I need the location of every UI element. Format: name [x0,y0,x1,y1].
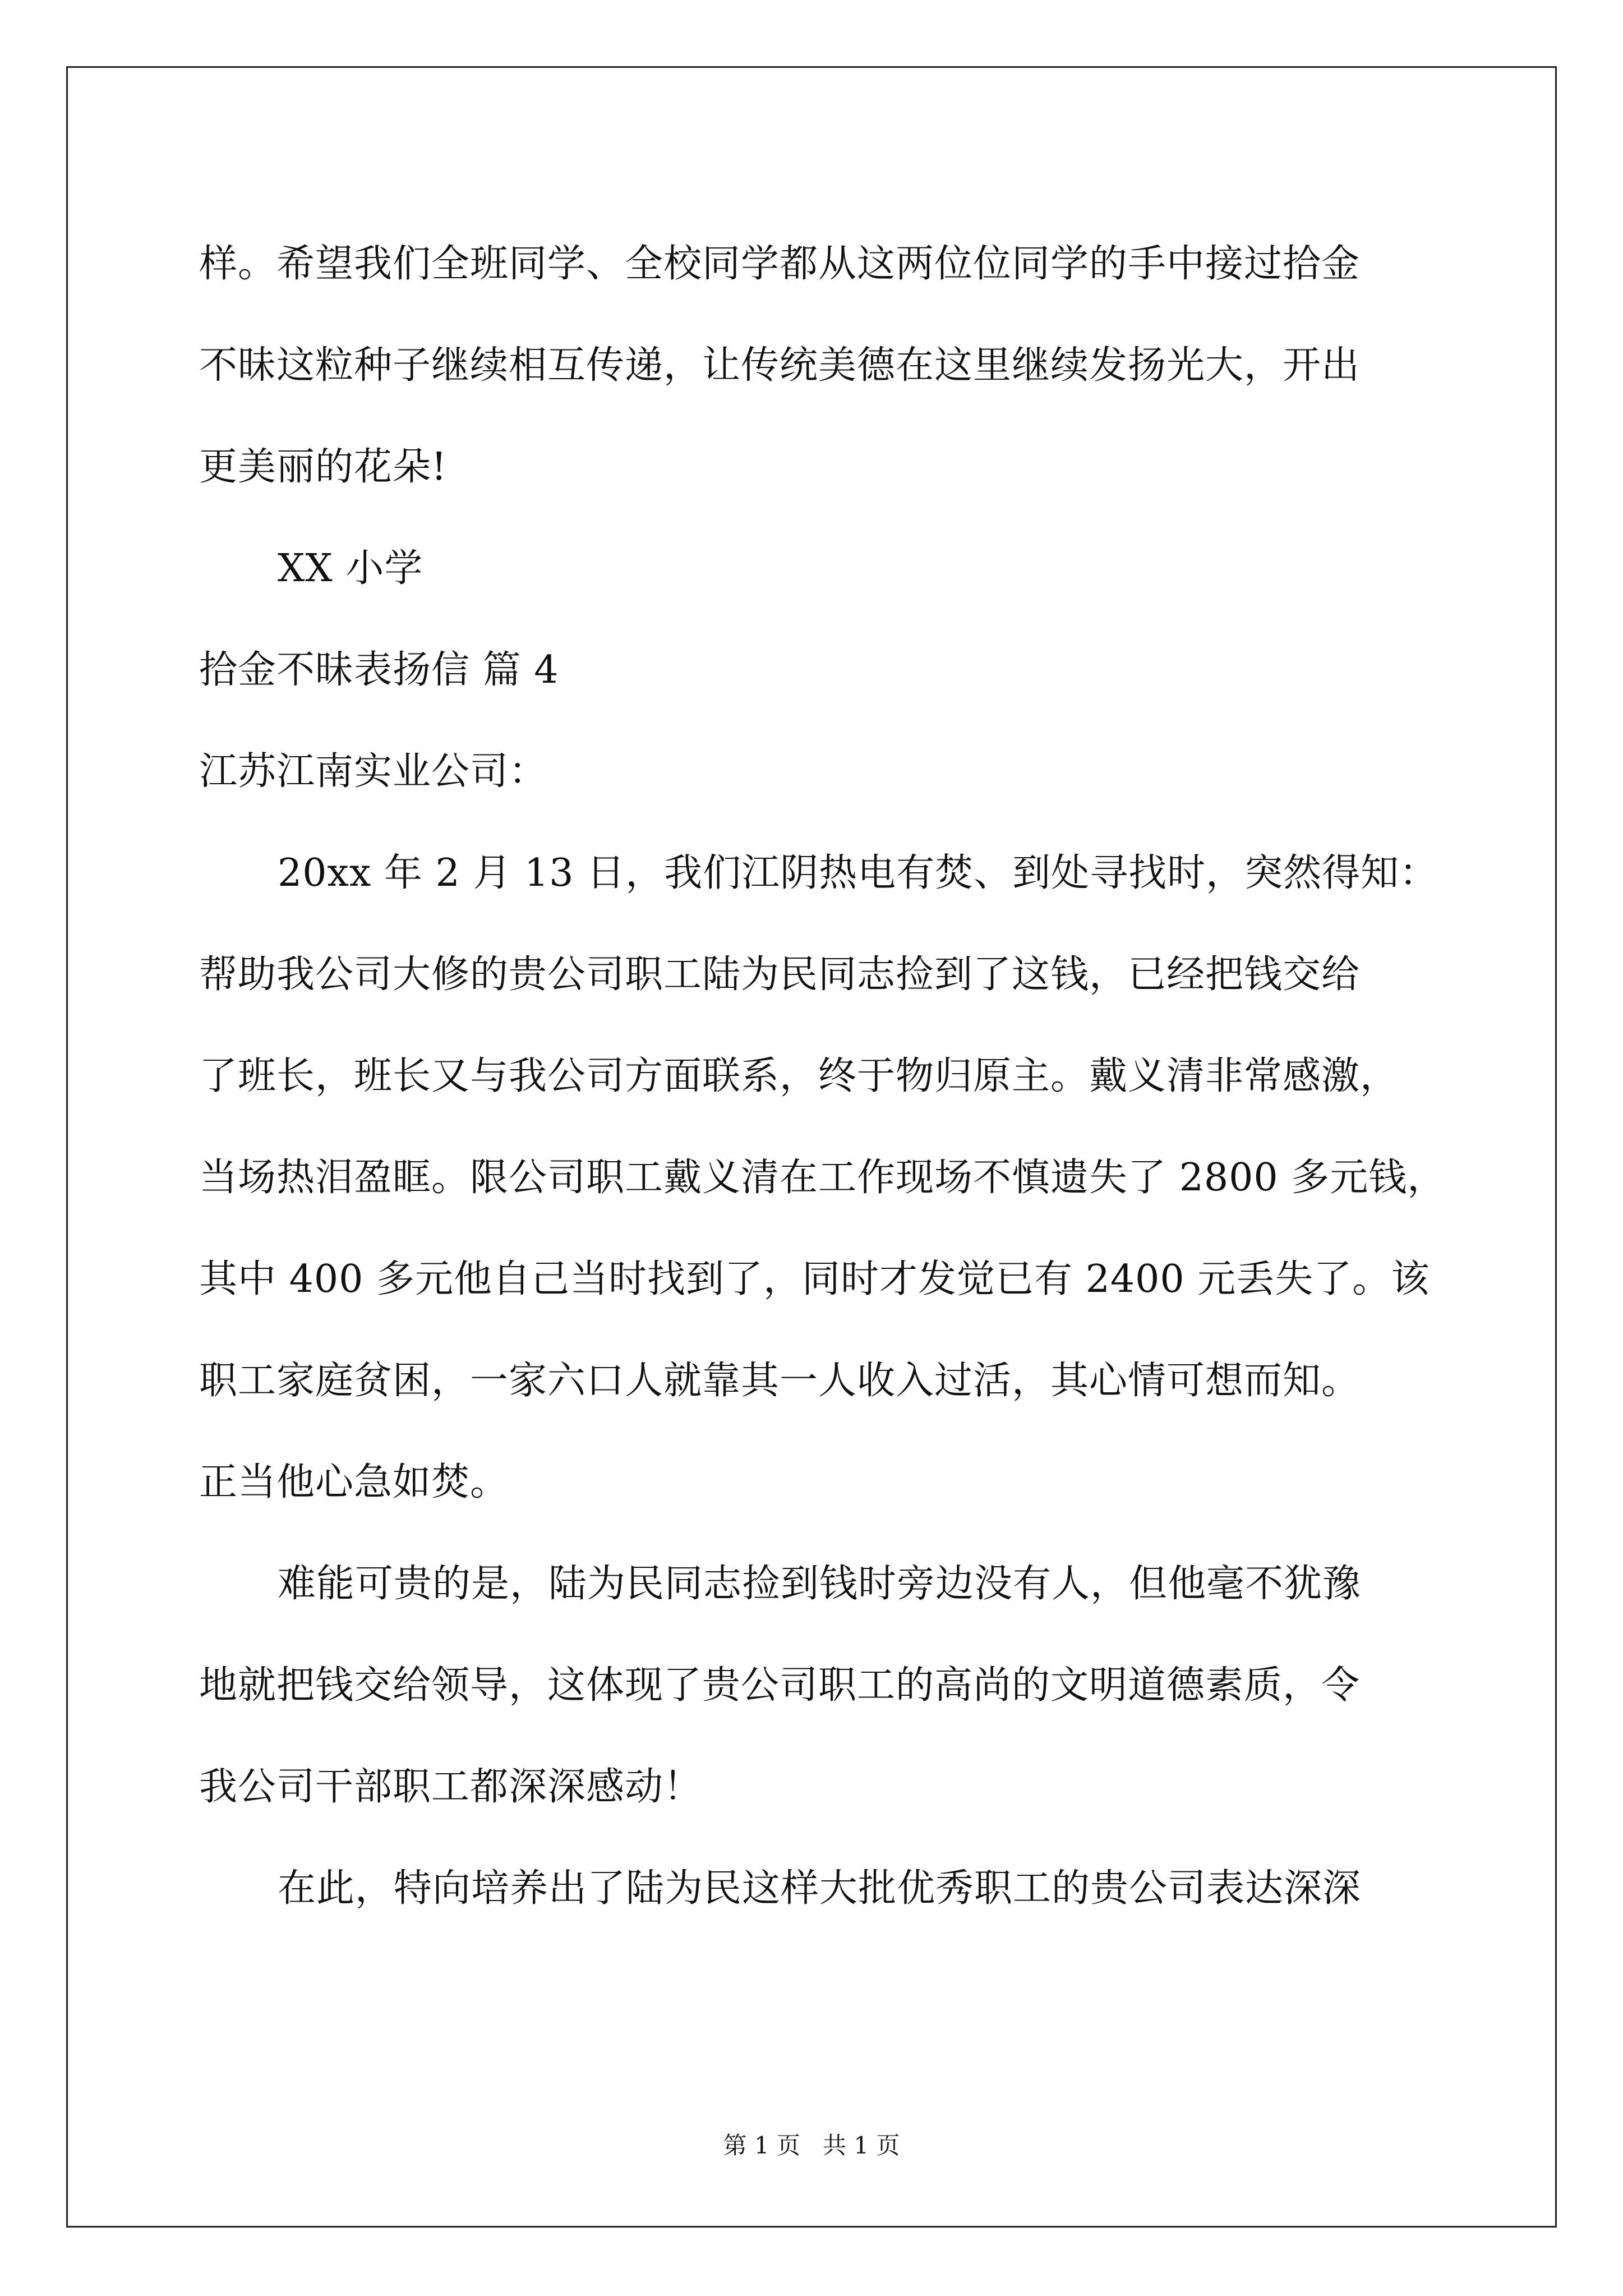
page-footer [0,2129,1623,2162]
text-line-13: 正当他心急如焚。 [199,1460,509,1504]
text-line-12: 职工家庭贫困，一家六口人就靠其一人收入过活，其心情可想而知。 [199,1359,1361,1403]
text-line-11: 其中 400 多元他自己当时找到了，同时才发觉已有 2400 元丢失了。该 [199,1257,1430,1301]
text-line-1: 样。希望我们全班同学、全校同学都从这两位位同学的手中接过拾金 [199,242,1361,286]
signature-line: XX 小学 [278,546,423,591]
text-line-9: 了班长，班长又与我公司方面联系，终于物归原主。戴义清非常感激， [199,1054,1399,1098]
text-line-3: 更美丽的花朵! [199,445,448,489]
section-heading: 拾金不昧表扬信 篇 4 [199,648,559,692]
text-line-15: 地就把钱交给领导，这体现了贵公司职工的高尚的文明道德素质，令 [199,1663,1361,1708]
document-body [199,213,1446,1939]
text-line-14: 难能可贵的是，陆为民同志捡到钱时旁边没有人，但他毫不犹豫 [278,1562,1362,1606]
salutation: 江苏江南实业公司： [199,749,548,794]
page-number: 第 1 页 [723,2132,800,2159]
page-total: 共 1 页 [823,2132,900,2159]
text-line-17: 在此，特向培养出了陆为民这样大批优秀职工的贵公司表达深深 [278,1866,1362,1911]
text-line-8: 帮助我公司大修的贵公司职工陆为民同志捡到了这钱，已经把钱交给 [199,953,1361,997]
text-line-7: 20xx 年 2 月 13 日，我们江阴热电有焚、到处寻找时，突然得知： [278,851,1438,895]
text-line-10: 当场热泪盈眶。限公司职工戴义清在工作现场不慎遗失了 2800 多元钱， [199,1156,1446,1200]
text-line-16: 我公司干部职工都深深感动！ [199,1765,703,1809]
text-line-2: 不昧这粒种子继续相互传递，让传统美德在这里继续发扬光大，开出 [199,343,1361,388]
